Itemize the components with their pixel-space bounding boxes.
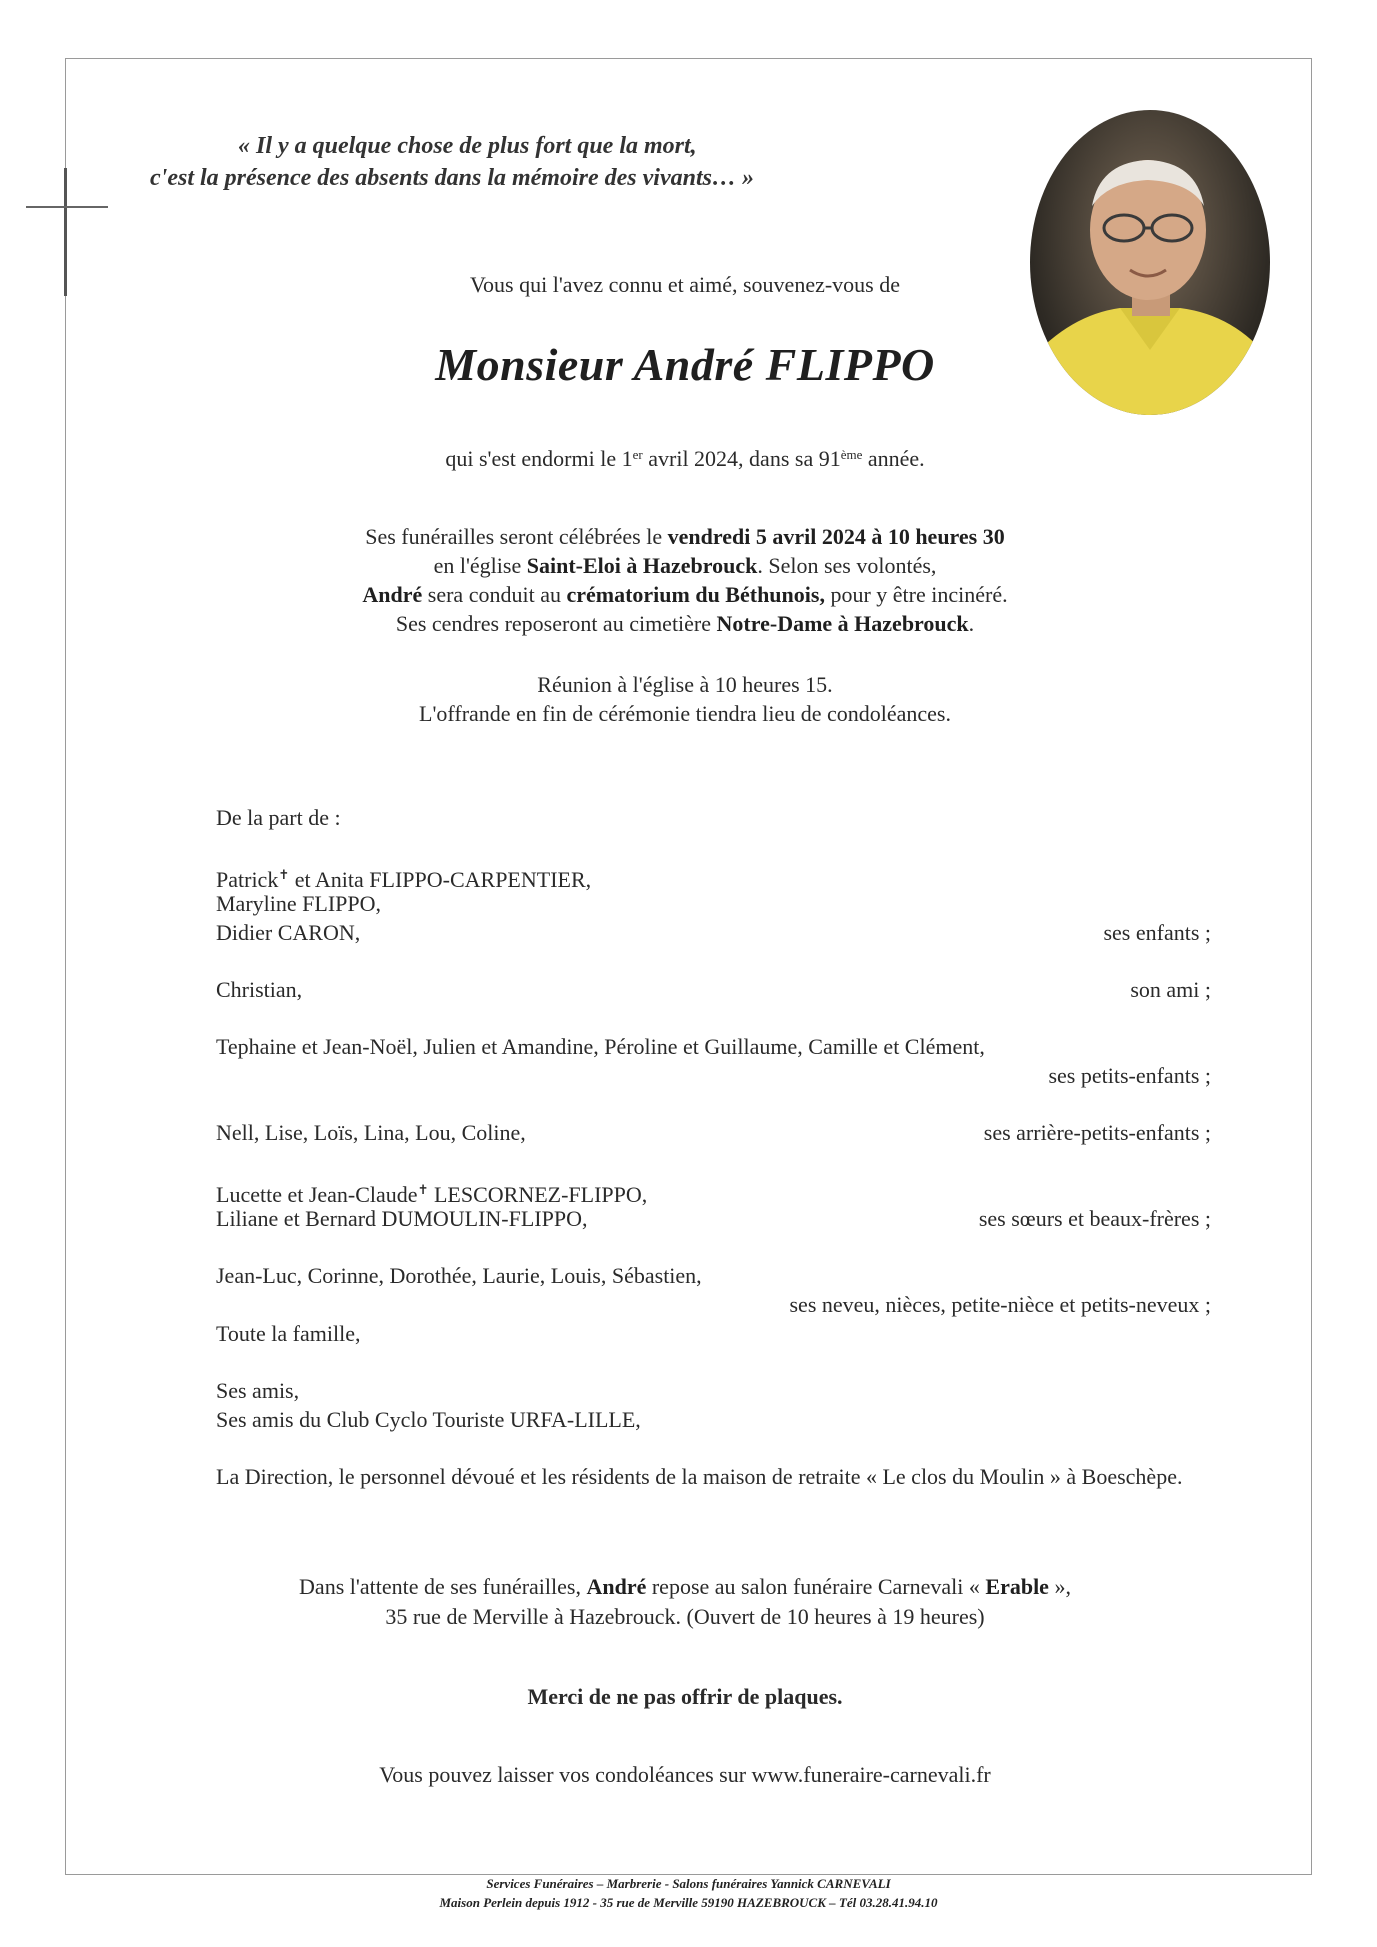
great-grandchildren-line bbox=[216, 1118, 1211, 1147]
repose-line-1 bbox=[160, 1572, 1210, 1602]
grandchildren-relation-line bbox=[216, 1061, 1211, 1090]
funeral-l3-text: sera conduit au bbox=[422, 582, 567, 607]
funeral-l2-text: en l'église bbox=[433, 553, 527, 578]
epigraph-quote bbox=[150, 130, 910, 194]
cross-icon-vertical bbox=[64, 168, 67, 296]
repose-l1-c: », bbox=[1048, 1574, 1071, 1599]
sibling-l1-b: LESCORNEZ-FLIPPO, bbox=[428, 1182, 648, 1207]
remember-line: Vous qui l'avez connu et aimé, souvenez-vous de bbox=[470, 272, 900, 297]
siblings-relation: ses sœurs et beaux-frères ; bbox=[978, 1206, 1211, 1231]
funeral-l2-after: . Selon ses volontés, bbox=[757, 553, 937, 578]
friends-line-2: Ses amis du Club Cyclo Touriste URFA-LILLE, bbox=[216, 1407, 641, 1432]
nephews-relation: ses neveu, nièces, petite-nièce et petits-neveux ; bbox=[789, 1292, 1211, 1317]
children-line-1 bbox=[216, 860, 1211, 892]
funeral-line-3 bbox=[160, 580, 1210, 609]
funeral-crematorium: crématorium du Béthunois, bbox=[566, 582, 825, 607]
quote-line-2: c'est la présence des absents dans la mémoire des vivants… » bbox=[150, 165, 754, 191]
grandchildren-line: Tephaine et Jean-Noël, Julien et Amandine, Péroline et Guillaume, Camille et Clément, bbox=[216, 1034, 985, 1059]
child-name-patrick: Patrick bbox=[216, 867, 279, 892]
cross-icon-horizontal bbox=[26, 206, 108, 208]
repose-line-2: 35 rue de Merville à Hazebrouck. (Ouvert de 10 heures à 19 heures) bbox=[385, 1604, 985, 1629]
death-suffix: année. bbox=[862, 446, 925, 471]
children-relation: ses enfants ; bbox=[1103, 920, 1211, 945]
no-plaques-notice: Merci de ne pas offrir de plaques. bbox=[527, 1684, 843, 1709]
friend-name: Christian, bbox=[216, 977, 303, 1002]
funeral-line-2 bbox=[160, 551, 1210, 580]
funeral-l4-after: . bbox=[968, 611, 975, 636]
family-intro: De la part de : bbox=[216, 805, 341, 830]
funeral-l3-name: André bbox=[362, 582, 423, 607]
repose-details bbox=[160, 1572, 1210, 1632]
repose-name: André bbox=[586, 1574, 647, 1599]
repose-salon: Erable bbox=[985, 1574, 1049, 1599]
friends-line-1: Ses amis, bbox=[216, 1378, 300, 1403]
siblings-line-1 bbox=[216, 1175, 1211, 1207]
great-grandchildren-relation: ses arrière-petits-enfants ; bbox=[983, 1120, 1211, 1145]
repose-l1-a: Dans l'attente de ses funérailles, bbox=[299, 1574, 587, 1599]
death-age-sup: ème bbox=[840, 447, 863, 462]
funeral-line-1 bbox=[160, 522, 1210, 551]
nephews-line: Jean-Luc, Corinne, Dorothée, Laurie, Louis, Sébastien, bbox=[216, 1263, 702, 1288]
funeral-details bbox=[160, 522, 1210, 638]
whole-family-line: Toute la famille, bbox=[216, 1321, 361, 1346]
siblings-line-2 bbox=[216, 1204, 1211, 1233]
funeral-l4-text: Ses cendres reposeront au cimetière bbox=[395, 611, 717, 636]
dagger-icon: ✝ bbox=[278, 867, 290, 882]
friend-relation: son ami ; bbox=[1130, 977, 1211, 1002]
death-middle: avril 2024, dans sa 91 bbox=[642, 446, 841, 471]
family-list bbox=[216, 803, 1211, 1491]
reunion-line-1: Réunion à l'église à 10 heures 15. bbox=[537, 672, 833, 697]
footer-line-1: Services Funéraires – Marbrerie - Salons funéraires Yannick CARNEVALI bbox=[486, 1876, 891, 1891]
death-notice bbox=[160, 446, 1210, 472]
reunion-line-2: L'offrande en fin de cérémonie tiendra lieu de condoléances. bbox=[419, 701, 951, 726]
child-l3: Didier CARON, bbox=[216, 920, 361, 945]
repose-l1-b: repose au salon funéraire Carnevali « bbox=[646, 1574, 986, 1599]
deceased-name: Monsieur André FLIPPO bbox=[435, 339, 935, 390]
reunion-details bbox=[160, 670, 1210, 728]
funeral-line-4 bbox=[160, 609, 1210, 638]
friend-line bbox=[216, 975, 1211, 1004]
quote-line-1: « Il y a quelque chose de plus fort que la mort, bbox=[238, 133, 697, 159]
funeral-l3-after: pour y être incinéré. bbox=[824, 582, 1008, 607]
funeral-church: Saint-Eloi à Hazebrouck bbox=[526, 553, 758, 578]
children-line-3 bbox=[216, 918, 1211, 947]
sibling-l2: Liliane et Bernard DUMOULIN-FLIPPO, bbox=[216, 1206, 588, 1231]
direction-line: La Direction, le personnel dévoué et les résidents de la maison de retraite « Le clos du Moulin » à Boeschèpe. bbox=[216, 1464, 1183, 1489]
funeral-l1-text: Ses funérailles seront célébrées le bbox=[365, 524, 668, 549]
child-l1-rest: et Anita FLIPPO-CARPENTIER, bbox=[289, 867, 592, 892]
sibling-l1-a: Lucette et Jean-Claude bbox=[216, 1182, 418, 1207]
children-line-2: Maryline FLIPPO, bbox=[216, 891, 381, 916]
footer-line-2: Maison Perlein depuis 1912 - 35 rue de Merville 59190 HAZEBROUCK – Tél 03.28.41.94.10 bbox=[439, 1895, 938, 1910]
funeral-cemetery: Notre-Dame à Hazebrouck bbox=[716, 611, 969, 636]
nephews-relation-line bbox=[216, 1290, 1211, 1319]
death-day-sup: er bbox=[632, 447, 643, 462]
condolences-website: Vous pouvez laisser vos condoléances sur www.funeraire-carnevali.fr bbox=[379, 1762, 991, 1787]
grandchildren-relation: ses petits-enfants ; bbox=[1048, 1063, 1211, 1088]
great-grandchildren-names: Nell, Lise, Loïs, Lina, Lou, Coline, bbox=[216, 1120, 526, 1145]
death-prefix: qui s'est endormi le 1 bbox=[445, 446, 633, 471]
funeral-date: vendredi 5 avril 2024 à 10 heures 30 bbox=[667, 524, 1005, 549]
dagger-icon: ✝ bbox=[417, 1182, 429, 1197]
